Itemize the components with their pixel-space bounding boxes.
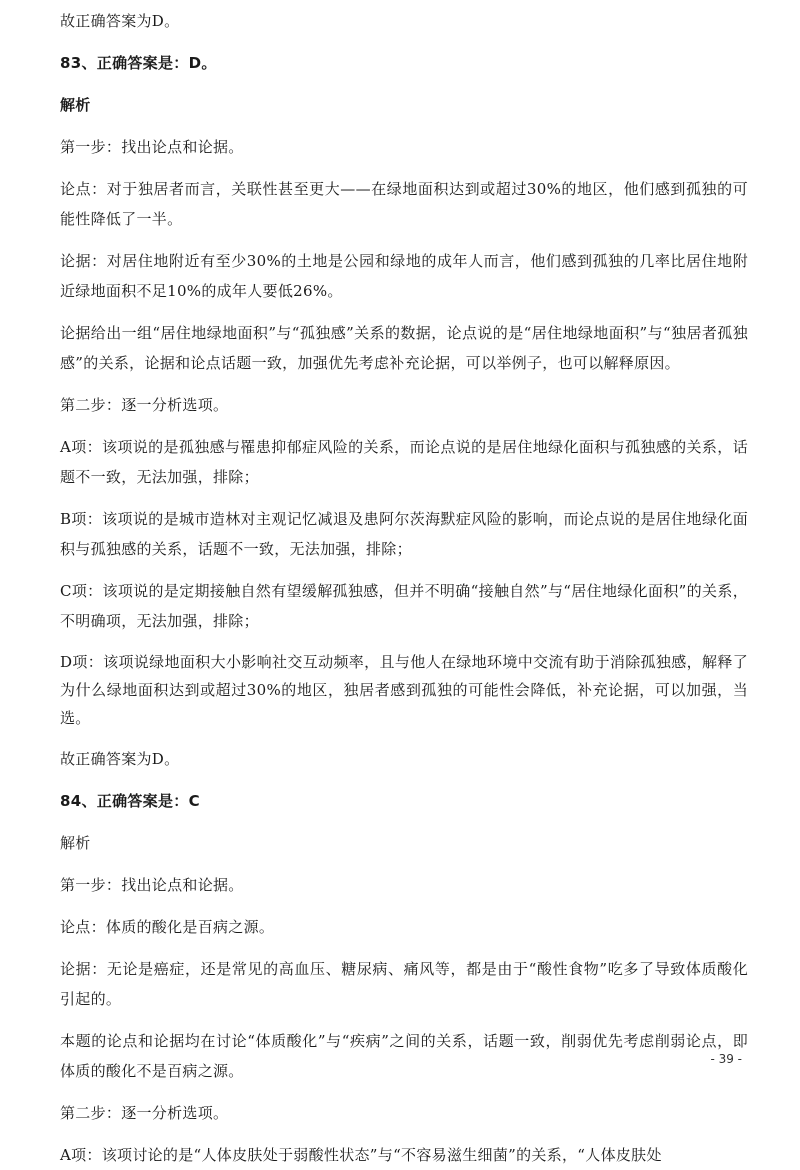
q83-option-b-block [60,504,748,564]
q83-option-d-block [60,648,748,732]
q84-option-a-block [60,1140,748,1170]
q83-analysis-block [60,90,748,120]
q83-summary: 论据给出一组“居住地绿地面积”与“孤独感”关系的数据，论点说的是“居住地绿地面积”与“独居者孤独感”的关系，论据和论点话题一致，加强优先考虑补充论据，可以举例子，也可以解释原因。 [60,324,748,372]
q83-option-a: A项：该项说的是孤独感与罹患抑郁症风险的关系，而论点说的是居住地绿化面积与孤独感的关系，话题不一致，无法加强，排除； [60,438,748,486]
q84-analysis-label: 解析 [60,834,91,852]
q84-step1-block [60,870,748,900]
q83-point-block [60,174,748,234]
q83-option-c: C项：该项说的是定期接触自然有望缓解孤独感，但并不明确“接触自然”与“居住地绿化面积”的关系，不明确项，无法加强，排除； [60,582,748,630]
q83-step1: 第一步：找出论点和论据。 [60,138,244,156]
q84-step2-block [60,1098,748,1128]
q83-evidence-block [60,246,748,306]
q84-step2: 第二步：逐一分析选项。 [60,1104,229,1122]
q83-conclusion-block [60,744,748,774]
q84-step1: 第一步：找出论点和论据。 [60,876,244,894]
q83-point: 论点：对于独居者而言，关联性甚至更大——在绿地面积达到或超过30%的地区，他们感到孤独的可能性降低了一半。 [60,180,748,228]
q84-point: 论点：体质的酸化是百病之源。 [60,918,275,936]
q83-option-a-block [60,432,748,492]
q84-summary-block [60,1026,748,1086]
page-number: - 39 - [710,1052,742,1066]
q83-evidence: 论据：对居住地附近有至少30%的土地是公园和绿地的成年人而言，他们感到孤独的几率比居住地附近绿地面积不足10%的成年人要低26%。 [60,252,748,300]
q83-step2-block [60,390,748,420]
q83-option-d: D项：该项说绿地面积大小影响社交互动频率，且与他人在绿地环境中交流有助于消除孤独感，解释了为什么绿地面积达到或超过30%的地区，独居者感到孤独的可能性会降低，补充论据，可以加强，当选。 [60,653,748,727]
q83-analysis-label: 解析 [60,96,91,114]
q84-evidence: 论据：无论是癌症，还是常见的高血压、糖尿病、痛风等，都是由于“酸性食物”吃多了导致体质酸化引起的。 [60,960,748,1008]
q83-title-block [60,48,748,78]
q83-step1-block [60,132,748,162]
q83-title: 83、正确答案是：D。 [60,54,217,72]
q83-conclusion: 故正确答案为D。 [60,750,180,768]
q84-option-a: A项：该项讨论的是“人体皮肤处于弱酸性状态”与“不容易滋生细菌”的关系，“人体皮肤处 [60,1146,662,1164]
q84-title-block [60,786,748,816]
q83-option-c-block [60,576,748,636]
conclusion-text: 故正确答案为D。 [60,12,180,30]
previous-conclusion [60,6,748,36]
q84-evidence-block [60,954,748,1014]
q84-analysis-block [60,828,748,858]
q83-option-b: B项：该项说的是城市造林对主观记忆减退及患阿尔茨海默症风险的影响，而论点说的是居住地绿化面积与孤独感的关系，话题不一致，无法加强，排除； [60,510,748,558]
q83-summary-block [60,318,748,378]
q84-title: 84、正确答案是：C [60,792,200,810]
q84-summary: 本题的论点和论据均在讨论“体质酸化”与“疾病”之间的关系，话题一致，削弱优先考虑削弱论点，即体质的酸化不是百病之源。 [60,1032,748,1080]
q83-step2: 第二步：逐一分析选项。 [60,396,229,414]
q84-point-block [60,912,748,942]
